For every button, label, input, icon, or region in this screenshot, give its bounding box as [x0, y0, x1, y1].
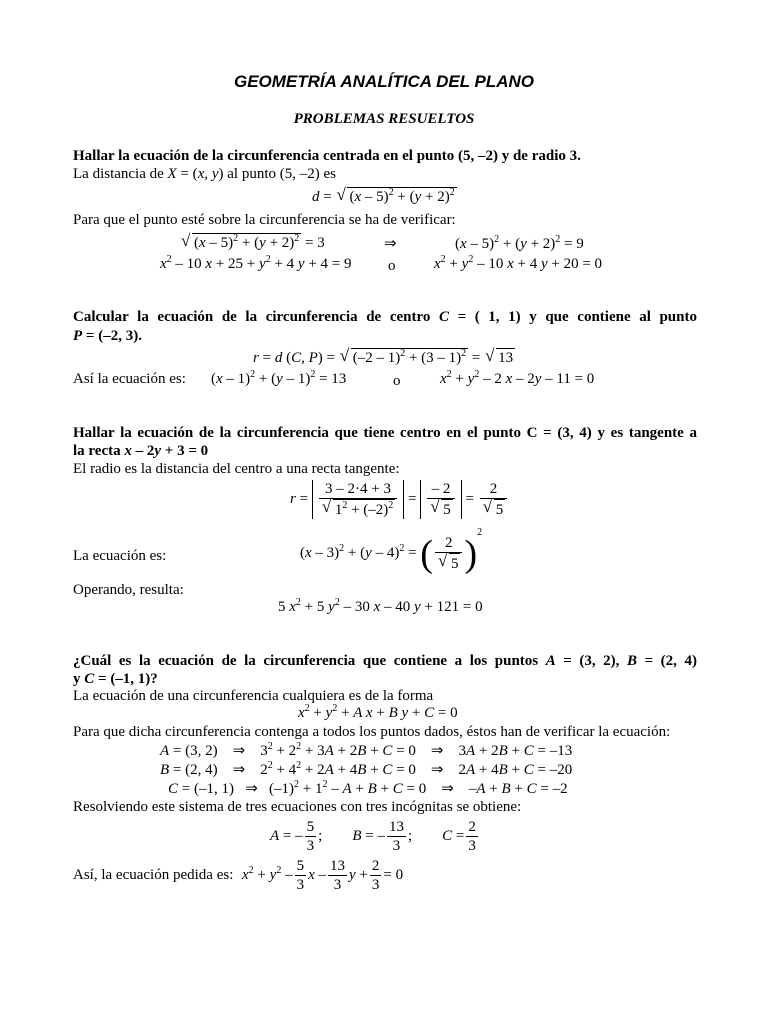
page-title: GEOMETRÍA ANALÍTICA DEL PLANO	[233, 72, 534, 91]
or-connector: o	[388, 258, 396, 274]
problem-3-statement-line-2: la recta x – 2y + 3 = 0	[73, 443, 209, 459]
problem-3-text-2: La ecuación es:	[73, 548, 167, 564]
or-connector: o	[393, 373, 401, 389]
problem-1-distance-formula: d = √ $(x - 5)^2 + (y + 2)^2$	[312, 187, 457, 206]
problem-4-system-row-b: B = (2, 4) ⇒ $2^2 + 4^2 + 2A + 4B + C = 0$ ⇒ 2A + 4B + C = –20	[160, 760, 573, 778]
problem-4-final-equation: $x^2 + y^2$ – $\frac{5}{3}$ x – $\frac{13}{3}$ y + $\frac{2}{3}$ = 0	[242, 858, 404, 893]
problem-2-statement-line-2: P = (–2, 3).	[73, 328, 142, 344]
problem-1-eq-general: $x^2 + y^2 - 10$ x + 4 y + 20 = 0	[434, 254, 603, 272]
problem-4-text-1: La ecuación de una circunferencia cualquiera es de la forma	[73, 688, 434, 704]
problem-4-system-row-c: C = (–1, 1) ⇒ $(-1)^2 + 1^2 - A + B + C = 0$ ⇒ –A + B + C = –2	[168, 779, 568, 797]
problem-4-text-4: Así, la ecuación pedida es:	[73, 867, 234, 883]
problem-1-eq-expanded: $x^2 - 10$ $x + 25 + y^2 + 4$ y + 4 = 9	[160, 254, 352, 272]
problem-3-statement-line-1: Hallar la ecuación de la circunferencia que tiene centro en el punto C = (3, 4) y es tangente a	[73, 425, 697, 441]
problem-3-text-1: El radio es la distancia del centro a una recta tangente:	[73, 461, 400, 477]
problem-4-system-row-a: A = (3, 2) ⇒ $3^2 + 2^2 + 3A + 2B + C = 0$ ⇒ 3A + 2B + C = –13	[160, 741, 573, 759]
problem-4-solution: A = – $\frac{5}{3}$ ; B = – $\frac{13}{3}$ ; C = $\frac{2}{3}$	[270, 819, 476, 854]
problem-3-radius-formula: r = 3 – 2·4 + 3 √ $1^2 + (-2)^2$ = – 2 √ 5 = 2 √ 5	[290, 480, 509, 519]
problem-4-eq-general-form: $x^2 + y^2 + A$ x + B y + C = 0	[298, 703, 458, 721]
problem-1-text-1: La distancia de X = (x, y) al punto (5, –2) es	[73, 166, 337, 182]
problem-1-text-2: Para que el punto esté sobre la circunferencia se ha de verificar:	[73, 212, 456, 228]
problem-4-text-2: Para que dicha circunferencia contenga a todos los puntos dados, éstos han de verificar la ecuación:	[73, 724, 671, 740]
problem-1-statement: Hallar la ecuación de la circunferencia centrada en el punto (5, –2) y de radio 3.	[73, 148, 581, 164]
problem-4-statement-line-1: ¿Cuál es la ecuación de la circunferencia que contiene a los puntos A = (3, 2), B = (2, 4)	[73, 653, 697, 669]
problem-2-eq-general: $x^2 + y^2 - 2$ x – 2y – 11 = 0	[440, 369, 595, 387]
problem-2-radius-formula: r = d (C, P) = √ (–2 – 1)$^2$ + (3 – 1)$^2$ = √ 13	[253, 348, 515, 367]
problem-4-statement-line-2: y C = (–1, 1)?	[73, 671, 158, 687]
problem-2-text-1: Así la ecuación es:	[73, 371, 186, 387]
problem-1-eq-sqrt: √ $(x - 5)^2 + (y + 2)^2 = 3$	[180, 233, 325, 252]
problem-2-statement-line-1: Calcular la ecuación de la circunferencia de centro C = ( 1, 1) y que contiene al punto	[73, 309, 697, 325]
problem-3-text-3: Operando, resulta:	[73, 582, 184, 598]
problem-3-eq-standard: (x – 3)$^2$ + (y – 4)$^2$ = ( 2 √ 5 )$^2$	[300, 533, 482, 573]
problem-1-eq-squared: $(x - 5)^2 + (y + 2)^2 = 9$	[455, 234, 584, 252]
page-subtitle: PROBLEMAS RESUELTOS	[293, 111, 475, 127]
problem-4-text-3: Resolviendo este sistema de tres ecuaciones con tres incógnitas se obtiene:	[73, 799, 522, 815]
implies-arrow: ⇒	[384, 236, 397, 252]
problem-3-eq-general: 5 $x^2 + 5$ $y^2 - 30$ x – 40 y + 121 = 0	[278, 597, 483, 615]
problem-2-eq-standard: (x – 1)$^2$ + (y – 1)$^2$ = 13	[211, 369, 347, 387]
